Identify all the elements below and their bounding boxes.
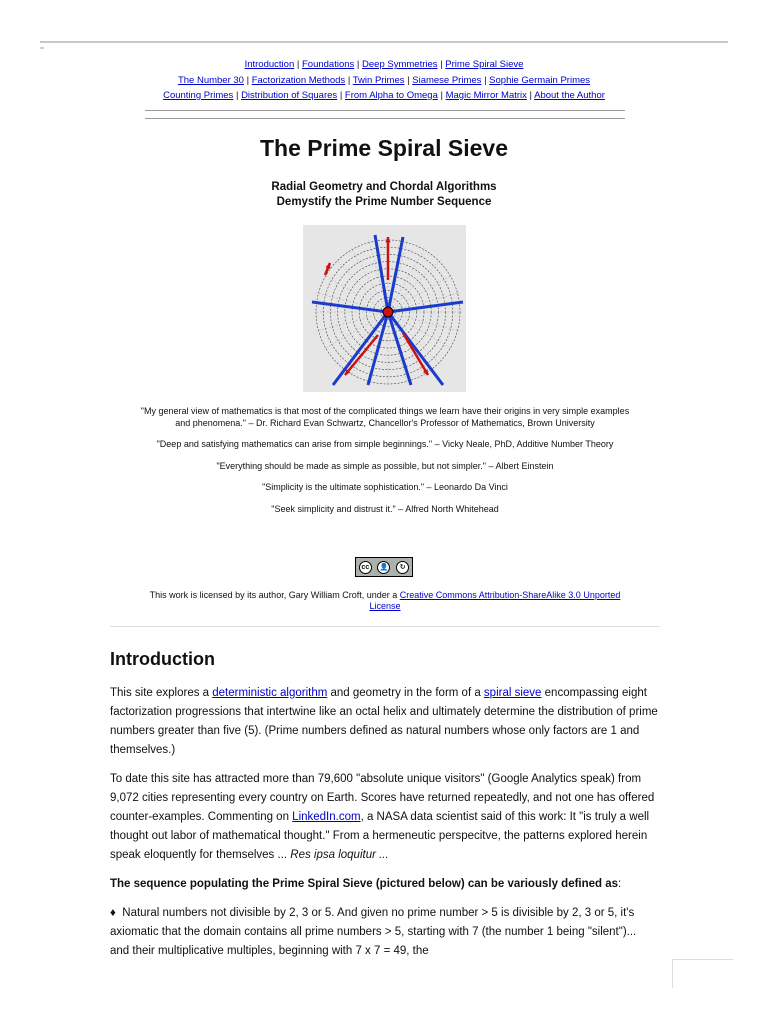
creative-commons-badge[interactable]	[355, 557, 413, 577]
page-subtitle	[0, 180, 768, 210]
quotes-block	[140, 406, 630, 525]
top-divider	[40, 41, 728, 43]
quote-neale: "Deep and satisfying mathematics can arise from simple beginnings." – Vicky Neale, PhD, Additive Number Theory	[156, 439, 614, 449]
nav-link-factorization-methods[interactable]: Factorization Methods	[251, 74, 346, 86]
blue-line	[375, 235, 388, 312]
top-divider-mark	[40, 47, 44, 49]
quote-schwartz: "My general view of mathematics is that most of the complicated things we learn have their origins in very simple examples and phenomena." – Dr. Richard Evan Schwartz, Chancellor's Professor of Mathematics, Brown University	[140, 406, 630, 428]
nav-link-twin-primes[interactable]: Twin Primes	[352, 74, 405, 86]
nav-link-counting-primes[interactable]: Counting Primes	[163, 90, 234, 101]
cc-icon: cc	[359, 561, 372, 574]
intro-paragraph-1: This site explores a deterministic algorithm and geometry in the form of a spiral sieve encompassing eight factorization progressions that intertwine like an octal helix and ultimately determine the distribution of prime numbers greater than five (5). (Prime numbers defined as natural numbers whose only factors are 1 and themselves.)	[110, 687, 658, 756]
nav-link-number-30[interactable]: The Number 30	[177, 74, 244, 86]
nav-link-alpha-to-omega[interactable]: From Alpha to Omega	[344, 90, 438, 101]
spiral-sieve-link[interactable]: spiral sieve	[483, 687, 542, 699]
introduction-body	[110, 684, 658, 971]
nav-link-deep-symmetries[interactable]: Deep Symmetries	[362, 59, 438, 70]
nav-divider-top	[145, 110, 625, 111]
quote-da-vinci: "Simplicity is the ultimate sophistication." – Leonardo Da Vinci	[262, 482, 508, 492]
site-navigation	[0, 57, 768, 104]
nav-link-magic-mirror-matrix[interactable]: Magic Mirror Matrix	[445, 90, 527, 101]
subtitle-line-1: Radial Geometry and Chordal Algorithms	[271, 181, 497, 193]
blue-line	[388, 237, 403, 312]
nav-link-prime-spiral-sieve[interactable]: Prime Spiral Sieve	[445, 59, 524, 70]
page-title: The Prime Spiral Sieve	[259, 135, 508, 161]
nav-row-2: The Number 30 | Factorization Methods | Twin Primes | Siamese Primes | Sophie Germain Primes	[177, 74, 591, 86]
intro-paragraph-3: The sequence populating the Prime Spiral Sieve (pictured below) can be variously defined as:	[110, 878, 622, 890]
deterministic-algorithm-link[interactable]: deterministic algorithm	[212, 687, 328, 699]
nav-link-foundations[interactable]: Foundations	[301, 59, 355, 70]
blue-line	[388, 312, 443, 385]
nav-link-introduction[interactable]: Introduction	[244, 59, 295, 70]
nav-link-siamese-primes[interactable]: Siamese Primes	[412, 74, 482, 86]
introduction-heading: Introduction	[110, 649, 215, 669]
list-item: ♦ Natural numbers not divisible by 2, 3 or 5. And given no prime number > 5 is divisible by 2, 3 or 5, it's axiomatic that the domain contains all prime numbers > 5, starting with 7 (the number 1 being "silent")... and their multiplicative multiples, beginning with 7 x 7 = 49, the	[110, 907, 637, 957]
share-alike-icon: ↻	[396, 561, 409, 574]
blue-line	[388, 312, 411, 385]
intro-paragraph-2: To date this site has attracted more than 79,600 "absolute unique visitors" (Google Analytics speak) from 9,072 cities representing every country on Earth. Scores have returned repeatedly, and not one has offered counter-examples. Commenting on LinkedIn.com, a NASA data scientist said of this work: It "is truly a well thought out labor of mathematical thought." From a hermeneutic perspecitve, the patterns explored herein speak eloquently for themselves ... Res ipsa loquitur ...	[110, 773, 655, 861]
nav-link-sophie-germain-primes[interactable]: Sophie Germain Primes	[489, 74, 591, 86]
red-arrow-head	[385, 237, 390, 242]
linkedin-link[interactable]: LinkedIn.com	[292, 811, 361, 823]
license-notice	[140, 590, 630, 612]
nav-row-3: Counting Primes | Distribution of Squares | From Alpha to Omega | Magic Mirror Matrix | About the Author	[163, 90, 605, 101]
corner-widget	[672, 959, 733, 988]
spiral-sieve-svg	[303, 225, 466, 392]
nav-divider-bottom	[145, 118, 625, 119]
blue-line	[333, 312, 388, 385]
diamond-bullet-icon: ♦	[110, 907, 116, 919]
section-divider	[110, 626, 660, 627]
license-link[interactable]: Creative Commons Attribution-ShareAlike 3.0 Unported License	[369, 590, 621, 611]
quote-einstein: "Everything should be made as simple as possible, but not simpler." – Albert Einstein	[216, 460, 554, 471]
quote-whitehead: "Seek simplicity and distrust it." – Alfred North Whitehead	[271, 503, 499, 514]
attribution-icon: 👤	[377, 561, 390, 574]
nav-row-1: Introduction | Foundations | Deep Symmetries | Prime Spiral Sieve	[244, 59, 524, 70]
prime-spiral-sieve-figure	[303, 225, 466, 392]
nav-link-about-author[interactable]: About the Author	[534, 90, 605, 101]
center-dot	[383, 307, 393, 317]
nav-link-distribution-of-squares[interactable]: Distribution of Squares	[241, 90, 338, 101]
subtitle-line-2: Demystify the Prime Number Sequence	[276, 196, 492, 208]
license-text: This work is licensed by its author, Gary William Croft, under a	[149, 590, 400, 600]
